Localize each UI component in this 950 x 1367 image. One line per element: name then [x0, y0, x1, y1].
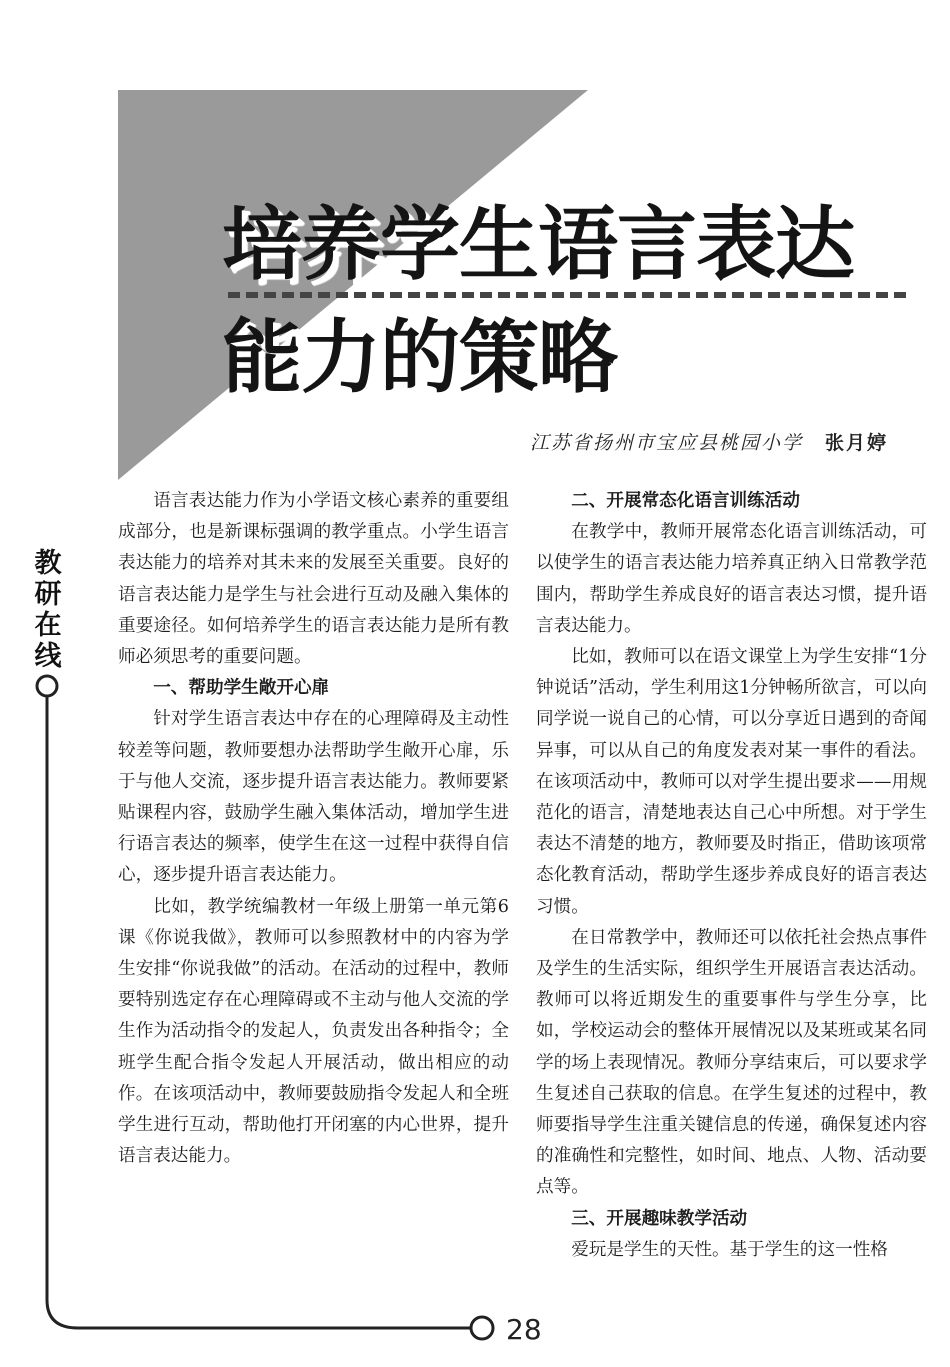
right-column	[536, 486, 927, 1266]
rail-top-circle-icon	[37, 676, 57, 696]
body-paragraph: 在日常教学中，教师还可以依托社会热点事件及学生的生活实际，组织学生开展语言表达活动。教师可以将近期发生的重要事件与学生分享，比如，学校运动会的整体开展情况以及某班或某名同学的场上表现情况。教师分享结束后，可以要求学生复述自己获取的信息。在学生复述的过程中，教师要指导学生注重关键信息的传递，确保复述内容的准确性和完整性，如时间、地点、人物、活动要点等。	[536, 927, 927, 1198]
body-paragraph: 针对学生语言表达中存在的心理障碍及主动性较差等问题，教师要想办法帮助学生敞开心扉，乐于与他人交流，逐步提升语言表达能力。教师要紧贴课程内容，鼓励学生融入集体活动，增加学生进行语言表达的频率，使学生在这一过程中获得自信心，逐步提升语言表达能力。	[118, 709, 509, 886]
rail-end-circle-icon	[471, 1317, 493, 1339]
section-tag: 教 研 在 线	[34, 548, 62, 672]
author-institution: 江苏省扬州市宝应县桃园小学	[529, 432, 803, 454]
body-paragraph: 语言表达能力作为小学语文核心素养的重要组成部分，也是新课标强调的教学重点。小学生语言表达能力的培养对其未来的发展至关重要。良好的语言表达能力是学生与社会进行互动及融入集体的重要途径。如何培养学生的语言表达能力是所有教师必须思考的重要问题。	[118, 491, 509, 668]
article-title-line-1: 培养学生语言表达	[222, 198, 854, 291]
section-heading: 二、开展常态化语言训练活动	[571, 491, 800, 511]
section-heading: 一、帮助学生敞开心扉	[153, 678, 330, 699]
body-paragraph: 比如，教师可以在语文课堂上为学生安排“1分钟说话”活动，学生利用这1分钟畅所欲言，可以向同学说一说自己的心情，可以分享近日遇到的奇闻异事，可以从自己的角度发表对某一事件的看法。在该项活动中，教师可以对学生提出要求——用规范化的语言，清楚地表达自己心中所想。对于学生表达不清楚的地方，教师要及时指正，借助该项常态化教育活动，帮助学生逐步养成良好的语言表达习惯。	[536, 647, 927, 917]
left-column	[118, 486, 509, 1172]
page-number: 28	[506, 1313, 542, 1346]
section-heading: 三、开展趣味教学活动	[571, 1208, 748, 1229]
body-paragraph: 在教学中，教师开展常态化语言训练活动，可以使学生的语言表达能力培养真正纳入日常教学范围内，帮助学生养成良好的语言表达习惯，提升语言表达能力。	[536, 522, 927, 636]
article-title-line-2: 能力的策略	[222, 311, 617, 404]
author-name: 张月婷	[824, 432, 888, 454]
body-paragraph: 比如，教学统编教材一年级上册第一单元第6课《你说我做》，教师可以参照教材中的内容为学生安排“你说我做”的活动。在活动的过程中，教师要特别选定存在心理障碍或不主动与他人交流的学生作为活动指令的发起人，负责发出各种指令；全班学生配合指令发起人开展活动，做出相应的动作。在该项活动中，教师要鼓励指令发起人和全班学生进行互动，帮助他打开闭塞的内心世界，提升语言表达能力。	[118, 896, 509, 1167]
body-paragraph: 爱玩是学生的天性。基于学生的这一性格	[571, 1239, 888, 1260]
